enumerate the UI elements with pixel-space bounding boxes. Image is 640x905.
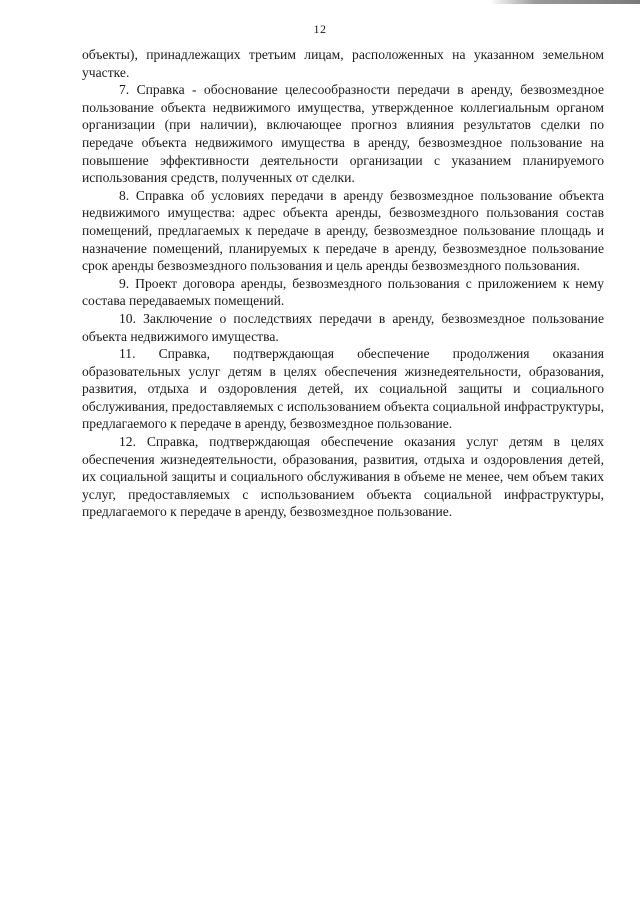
page-number: 12 — [313, 22, 327, 36]
paragraph-continuation: объекты), принадлежащих третьим лицам, расположенных на указанном земельном участке. — [82, 47, 604, 80]
paragraph-item-9: 9. Проект договора аренды, безвозмездного пользования с приложением к нему состава передаваемых помещений. — [82, 275, 604, 309]
scan-edge-artifact — [490, 0, 640, 4]
paragraph-item-7: 7. Справка - обоснование целесообразности передачи в аренду, безвозмездное пользование объекта недвижимого имущества, утвержденное коллегиальным органом организации (при наличии), включающее прогноз влияния результатов сделки по передаче объекта недвижимого имущества в аренду, безвозмездное пользование на повышение эффективности деятельности организации с указанием планируемого использования средств, полученных от сделки. — [82, 82, 604, 186]
paragraph-item-8: 8. Справка об условиях передачи в аренду безвозмездное пользование объекта недвижимого имущества: адрес объекта аренды, безвозмездного пользования состав помещений, предлагаемых к передаче в аренду, безвозмездное пользование площадь и назначение помещений, планируемых к передаче в аренду, безвозмездное пользование срок аренды безвозмездного пользования и цель аренды безвозмездного пользования. — [82, 187, 604, 274]
paragraph-item-10: 10. Заключение о последствиях передачи в аренду, безвозмездное пользование объекта недвижимого имущества. — [82, 310, 604, 344]
paragraph-item-12: 12. Справка, подтверждающая обеспечение оказания услуг детям в целях обеспечения жизнедеятельности, образования, развития, отдыха и оздоровления детей, их социальной защиты и социального обслуживания в объеме не менее, чем объем таких услуг, предоставляемых с использованием объекта социальной инфраструктуры, предлагаемого к передаче в аренду, безвозмездное пользование. — [82, 434, 604, 520]
paragraph-item-11: 11. Справка, подтверждающая обеспечение продолжения оказания образовательных услуг детям в целях обеспечения жизнедеятельности, образования, развития, отдыха и оздоровления детей, их социальной защиты и социального обслуживания, предоставляемых с использованием объекта социальной инфраструктуры, предлагаемого к передаче в аренду, безвозмездное пользование. — [82, 346, 604, 432]
document-body — [82, 46, 604, 521]
